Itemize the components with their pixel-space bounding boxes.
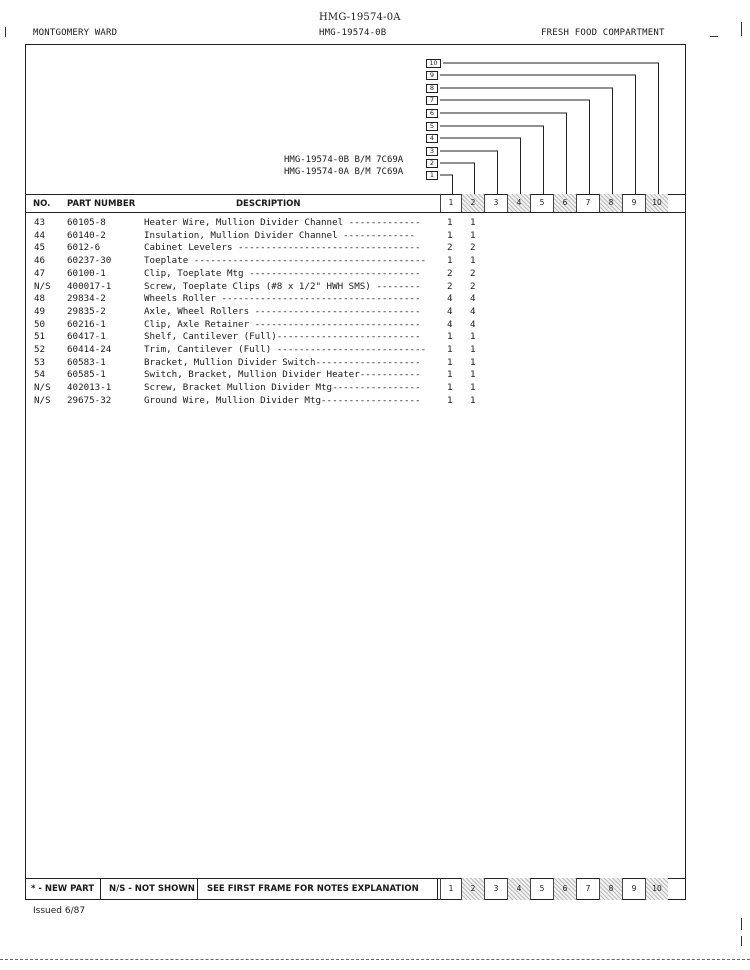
- row-qty-col-2: 4: [470, 318, 476, 330]
- leader-line-2: [440, 163, 475, 194]
- row-qty-col-1: 1: [447, 356, 453, 368]
- row-description: Wheels Roller ------------------------------------: [144, 293, 421, 305]
- row-no: 53: [34, 356, 46, 368]
- header-column-10: 10: [645, 194, 668, 212]
- row-part-number: 29834-2: [67, 293, 106, 305]
- row-part-number: 400017-1: [67, 280, 112, 292]
- model-box-1: 1: [426, 171, 438, 180]
- row-qty-col-1: 2: [447, 267, 453, 279]
- row-no: 47: [34, 267, 46, 279]
- row-part-number: 60417-1: [67, 331, 106, 343]
- model-box-2: 2: [426, 159, 438, 168]
- table-row: [0, 217, 750, 230]
- model-box-6: 6: [426, 109, 438, 118]
- model-box-4: 4: [426, 134, 438, 143]
- margin-tick: [5, 27, 8, 37]
- row-qty-col-1: 2: [447, 242, 453, 254]
- margin-tick: [710, 36, 718, 37]
- footer-column-2: 2: [461, 878, 484, 900]
- model-box-9: 9: [426, 71, 438, 80]
- row-part-number: 402013-1: [67, 382, 112, 394]
- row-qty-col-2: 1: [470, 356, 476, 368]
- legend-notes: SEE FIRST FRAME FOR NOTES EXPLANATION: [198, 878, 438, 900]
- row-part-number: 60140-2: [67, 229, 106, 241]
- row-description: Clip, Axle Retainer ------------------------------: [144, 318, 421, 330]
- footer-column-3: 3: [484, 878, 507, 900]
- model-label-0a: HMG-19574-0A B/M 7C69A: [284, 167, 404, 177]
- row-description: Ground Wire, Mullion Divider Mtg------------------: [144, 394, 421, 406]
- row-description: Cabinet Levelers ---------------------------------: [144, 242, 421, 254]
- row-qty-col-1: 4: [447, 293, 453, 305]
- row-description: Trim, Cantilever (Full) ---------------------------: [144, 344, 427, 355]
- row-qty-col-1: 2: [447, 280, 453, 292]
- issued-date: Issued 6/87: [33, 906, 86, 916]
- row-qty-col-1: 1: [447, 394, 453, 406]
- header-column-5: 5: [530, 194, 553, 212]
- row-qty-col-1: 1: [447, 255, 453, 267]
- table-row: [0, 306, 750, 319]
- row-description: Clip, Toeplate Mtg -------------------------------: [144, 267, 421, 279]
- leader-line-7: [440, 100, 590, 194]
- footer-column-10: 10: [645, 878, 668, 900]
- row-no: 49: [34, 305, 46, 317]
- table-row: [0, 242, 750, 255]
- row-qty-col-2: 1: [470, 217, 476, 228]
- header-column-2: 2: [461, 194, 484, 212]
- row-description: Axle, Wheel Rollers ------------------------------: [144, 305, 421, 317]
- row-part-number: 60414-24: [67, 344, 112, 355]
- row-description: Insulation, Mullion Divider Channel -------------: [144, 229, 416, 241]
- row-qty-col-2: 1: [470, 255, 476, 267]
- row-no: 51: [34, 331, 46, 343]
- col-header-part-number: PART NUMBER: [67, 199, 136, 209]
- row-qty-col-1: 1: [447, 229, 453, 241]
- model-label-0b: HMG-19574-0B B/M 7C69A: [284, 155, 404, 165]
- row-no: 45: [34, 242, 46, 254]
- footer-column-4: 4: [507, 878, 530, 900]
- legend-new-part: * - NEW PART: [25, 878, 101, 900]
- table-row: [0, 369, 750, 382]
- model-box-7: 7: [426, 96, 438, 105]
- row-qty-col-2: 1: [470, 382, 476, 394]
- row-qty-col-2: 1: [470, 344, 476, 355]
- leader-line-10: [443, 63, 659, 194]
- row-description: Toeplate ------------------------------------------: [144, 255, 427, 267]
- row-no: N/S: [34, 394, 51, 406]
- table-row: [0, 281, 750, 294]
- model-box-8: 8: [426, 84, 438, 93]
- table-row: [0, 293, 750, 306]
- header-column-4: 4: [507, 194, 530, 212]
- row-no: 52: [34, 344, 46, 355]
- leader-line-5: [440, 126, 544, 194]
- row-qty-col-2: 2: [470, 280, 476, 292]
- model-primary: HMG-19574-0A: [319, 12, 401, 23]
- row-qty-col-1: 4: [447, 318, 453, 330]
- table-row: [0, 344, 750, 357]
- table-row: [0, 331, 750, 344]
- row-qty-col-2: 2: [470, 267, 476, 279]
- margin-tick: [741, 918, 742, 930]
- header-column-7: 7: [576, 194, 599, 212]
- row-qty-col-2: 4: [470, 305, 476, 317]
- row-part-number: 60237-30: [67, 255, 112, 267]
- row-description: Switch, Bracket, Mullion Divider Heater-----------: [144, 369, 421, 381]
- brand-label: MONTGOMERY WARD: [33, 28, 118, 38]
- table-header-rule: [25, 212, 686, 213]
- footer-column-6: 6: [553, 878, 576, 900]
- row-qty-col-1: 4: [447, 305, 453, 317]
- row-qty-col-2: 2: [470, 242, 476, 254]
- row-part-number: 60583-1: [67, 356, 106, 368]
- footer-column-9: 9: [622, 878, 645, 900]
- row-part-number: 29675-32: [67, 394, 112, 406]
- model-box-3: 3: [426, 147, 438, 156]
- row-no: 48: [34, 293, 46, 305]
- row-qty-col-1: 1: [447, 369, 453, 381]
- margin-tick: [741, 22, 742, 36]
- table-row: [0, 357, 750, 370]
- row-qty-col-2: 1: [470, 229, 476, 241]
- row-qty-col-1: 1: [447, 217, 453, 228]
- row-description: Heater Wire, Mullion Divider Channel -------------: [144, 217, 421, 228]
- section-title: FRESH FOOD COMPARTMENT: [541, 28, 665, 38]
- row-description: Screw, Bracket Mullion Divider Mtg----------------: [144, 382, 421, 394]
- row-part-number: 60100-1: [67, 267, 106, 279]
- page-cut-line: [0, 959, 750, 960]
- row-qty-col-2: 4: [470, 293, 476, 305]
- header-column-1: 1: [440, 194, 461, 212]
- footer-column-7: 7: [576, 878, 599, 900]
- legend-not-shown: N/S - NOT SHOWN: [101, 878, 198, 900]
- header-column-9: 9: [622, 194, 645, 212]
- table-row: [0, 255, 750, 268]
- table-row: [0, 319, 750, 332]
- row-no: 54: [34, 369, 46, 381]
- row-no: 43: [34, 217, 46, 228]
- col-header-description: DESCRIPTION: [236, 199, 301, 209]
- row-qty-col-1: 1: [447, 331, 453, 343]
- row-part-number: 29835-2: [67, 305, 106, 317]
- row-no: 50: [34, 318, 46, 330]
- footer-column-1: 1: [440, 878, 461, 900]
- row-description: Bracket, Mullion Divider Switch-------------------: [144, 356, 421, 368]
- row-no: N/S: [34, 382, 51, 394]
- col-header-no: NO.: [33, 199, 51, 209]
- row-part-number: 6012-6: [67, 242, 101, 254]
- row-description: Screw, Toeplate Clips (#8 x 1/2" HWH SMS) --------: [144, 280, 421, 292]
- row-no: 44: [34, 229, 46, 241]
- header-column-8: 8: [599, 194, 622, 212]
- row-qty-col-1: 1: [447, 382, 453, 394]
- row-no: N/S: [34, 280, 51, 292]
- table-row: [0, 230, 750, 243]
- header-column-3: 3: [484, 194, 507, 212]
- leader-line-8: [440, 88, 613, 194]
- leader-line-1: [440, 175, 453, 194]
- row-qty-col-2: 1: [470, 394, 476, 406]
- row-part-number: 60585-1: [67, 369, 106, 381]
- table-row: [0, 382, 750, 395]
- footer-column-8: 8: [599, 878, 622, 900]
- leader-line-3: [440, 151, 498, 194]
- model-box-10: 10: [426, 59, 441, 68]
- table-row: [0, 268, 750, 281]
- margin-tick: [741, 936, 742, 946]
- leader-line-9: [440, 75, 636, 194]
- row-part-number: 60216-1: [67, 318, 106, 330]
- row-part-number: 60105-8: [67, 217, 106, 228]
- table-row: [0, 395, 750, 408]
- footer-column-5: 5: [530, 878, 553, 900]
- model-secondary: HMG-19574-0B: [319, 28, 387, 38]
- leader-line-6: [440, 113, 567, 194]
- row-no: 46: [34, 255, 46, 267]
- header-column-6: 6: [553, 194, 576, 212]
- row-description: Shelf, Cantilever (Full)--------------------------: [144, 331, 421, 343]
- row-qty-col-2: 1: [470, 331, 476, 343]
- row-qty-col-1: 1: [447, 344, 453, 355]
- row-qty-col-2: 1: [470, 369, 476, 381]
- model-box-5: 5: [426, 122, 438, 131]
